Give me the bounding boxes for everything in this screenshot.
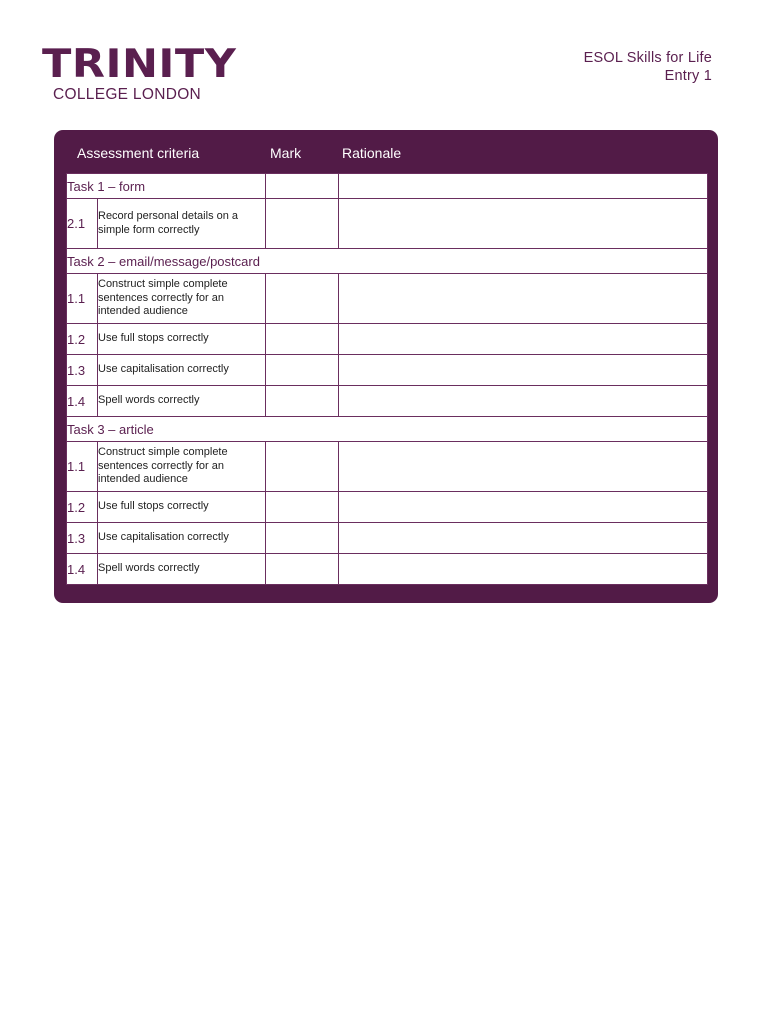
rationale-cell[interactable] — [339, 324, 708, 355]
section-title: Task 3 – article — [67, 417, 708, 442]
rationale-cell[interactable] — [339, 355, 708, 386]
criteria-row — [67, 492, 708, 523]
criteria-row — [67, 554, 708, 585]
table-header-row — [54, 130, 718, 174]
rationale-cell[interactable] — [339, 174, 708, 199]
mark-cell[interactable] — [266, 324, 339, 355]
criterion-description: Use full stops correctly — [98, 324, 266, 355]
criterion-number: 1.1 — [67, 274, 98, 324]
rationale-cell[interactable] — [339, 554, 708, 585]
criteria-row — [67, 523, 708, 554]
criterion-number: 1.2 — [67, 324, 98, 355]
criterion-description: Spell words correctly — [98, 554, 266, 585]
criteria-row — [67, 386, 708, 417]
criterion-description: Use capitalisation correctly — [98, 355, 266, 386]
section-row — [67, 174, 708, 199]
mark-cell[interactable] — [266, 274, 339, 324]
header-criteria: Assessment criteria — [77, 145, 200, 161]
mark-cell[interactable] — [266, 355, 339, 386]
criteria-row — [67, 324, 708, 355]
course-level: Entry 1 — [664, 68, 712, 84]
rationale-cell[interactable] — [339, 199, 708, 249]
criterion-description: Construct simple complete sentences correctly for an intended audience — [98, 274, 266, 324]
rationale-cell[interactable] — [339, 523, 708, 554]
criterion-number: 1.1 — [67, 442, 98, 492]
mark-cell[interactable] — [266, 174, 339, 199]
criterion-number: 2.1 — [67, 199, 98, 249]
trinity-logo — [42, 41, 237, 103]
criterion-number: 1.2 — [67, 492, 98, 523]
header-rationale: Rationale — [342, 145, 402, 161]
criterion-number: 1.3 — [67, 355, 98, 386]
document-header — [584, 49, 712, 85]
logo-subline: COLLEGE LONDON — [53, 86, 202, 103]
criterion-description: Use capitalisation correctly — [98, 523, 266, 554]
rationale-cell[interactable] — [339, 442, 708, 492]
rationale-cell[interactable] — [339, 492, 708, 523]
criterion-description: Use full stops correctly — [98, 492, 266, 523]
criteria-row — [67, 355, 708, 386]
rationale-cell[interactable] — [339, 274, 708, 324]
criteria-row — [67, 274, 708, 324]
assessment-table — [66, 173, 708, 585]
criterion-description: Construct simple complete sentences correctly for an intended audience — [98, 442, 266, 492]
assessment-table-body — [67, 174, 708, 585]
criterion-number: 1.4 — [67, 554, 98, 585]
section-row — [67, 249, 708, 274]
rationale-cell[interactable] — [339, 386, 708, 417]
criterion-description: Record personal details on a simple form correctly — [98, 199, 266, 249]
assessment-panel — [54, 130, 718, 603]
mark-cell[interactable] — [266, 554, 339, 585]
mark-cell[interactable] — [266, 386, 339, 417]
section-title: Task 2 – email/message/postcard — [67, 249, 708, 274]
criterion-number: 1.3 — [67, 523, 98, 554]
criterion-number: 1.4 — [67, 386, 98, 417]
criteria-row — [67, 442, 708, 492]
course-title: ESOL Skills for Life — [583, 50, 712, 66]
logo-wordmark: TRINITY — [42, 41, 237, 88]
section-title: Task 1 – form — [67, 174, 266, 199]
section-row — [67, 417, 708, 442]
criteria-row — [67, 199, 708, 249]
mark-cell[interactable] — [266, 199, 339, 249]
header-mark: Mark — [270, 145, 302, 161]
mark-cell[interactable] — [266, 492, 339, 523]
criterion-description: Spell words correctly — [98, 386, 266, 417]
mark-cell[interactable] — [266, 442, 339, 492]
mark-cell[interactable] — [266, 523, 339, 554]
